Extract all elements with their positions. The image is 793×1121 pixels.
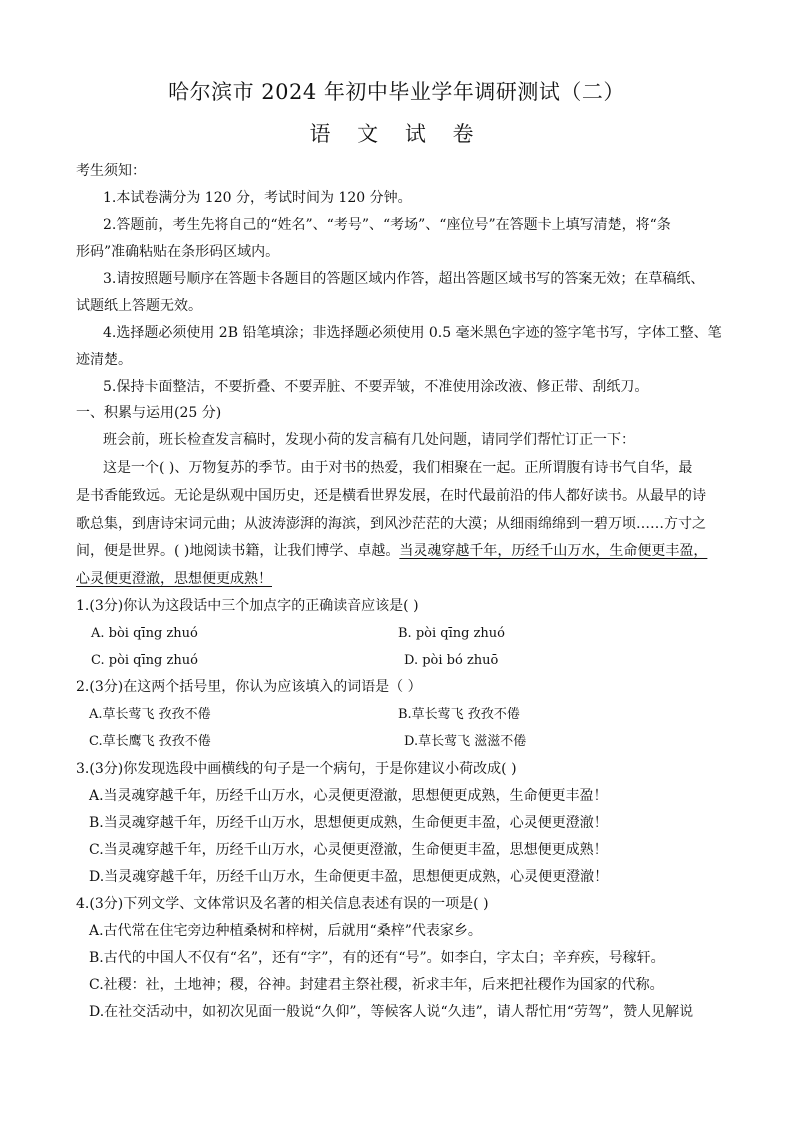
option: D.草长莺飞 滋滋不倦 bbox=[404, 734, 527, 749]
exam-subtitle: 语 文 试 卷 bbox=[309, 122, 484, 146]
notice-item: 3.请按照题号顺序在答题卡各题目的答题区域内作答，超出答题区域书写的答案无效；在草稿纸、 bbox=[103, 271, 705, 287]
option: B.当灵魂穿越千年，历经千山万水，思想便更成熟，生命便更丰盈，心灵便更澄澈！ bbox=[89, 815, 608, 831]
option: A.古代常在住宅旁边种植桑树和梓树，后就用“桑梓”代表家乡。 bbox=[89, 923, 482, 939]
option: B. pòi qīng zhuó bbox=[398, 626, 505, 641]
section-heading: 一、积累与运用(25 分) bbox=[76, 405, 222, 421]
question-stem: 2.(3分)在这两个括号里，你认为应该填入的词语是（ ） bbox=[76, 679, 422, 695]
exam-title: 哈尔滨市 2024 年初中毕业学年调研测试（二） bbox=[168, 80, 625, 104]
question-stem: 4.(3分)下列文学、文体常识及名著的相关信息表述有误的一项是( ) bbox=[76, 896, 489, 912]
passage-line-with-underline bbox=[76, 542, 707, 560]
notice-item: 1.本试卷满分为 120 分，考试时间为 120 分钟。 bbox=[103, 190, 412, 206]
option: B.草长莺飞 孜孜不倦 bbox=[398, 707, 520, 722]
option: B.古代的中国人不仅有“名”，还有“字”，有的还有“号”。如李白，字太白；辛弃疾，号稼轩。 bbox=[89, 950, 665, 966]
option: D.当灵魂穿越千年，历经千山万水，生命便更丰盈，思想便更成熟，心灵便更澄澈！ bbox=[89, 869, 609, 885]
section-intro: 班会前，班长检查发言稿时，发现小荷的发言稿有几处问题，请同学们帮忙订正一下： bbox=[103, 432, 635, 448]
passage-line: 这是一个( )、万物复苏的季节。由于对书的热爱，我们相聚在一起。正所谓腹有诗书气自华，最 bbox=[103, 460, 693, 476]
option: C.当灵魂穿越千年，历经千山万水，心灵便更澄澈，生命便更丰盈，思想便更成熟！ bbox=[89, 842, 608, 858]
option: C.草长鹰飞 孜孜不倦 bbox=[89, 734, 211, 749]
passage-line: 是书香能致远。无论是纵观中国历史，还是横看世界发展，在时代最前沿的伟人都好读书。从最早的诗 bbox=[76, 488, 706, 504]
option: A.当灵魂穿越千年，历经千山万水，心灵便更澄澈，思想便更成熟，生命便更丰盈！ bbox=[89, 788, 608, 804]
option: A.草长莺飞 孜孜不倦 bbox=[89, 707, 211, 722]
option: D. pòi bó zhuō bbox=[404, 653, 499, 668]
underlined-sentence: 当灵魂穿越千年，历经千山万水，生命便更丰盈， bbox=[399, 543, 708, 559]
option: A. bòi qīng zhuó bbox=[91, 626, 198, 641]
question-stem: 1.(3分)你认为这段话中三个加点字的正确读音应该是( ) bbox=[76, 598, 419, 614]
passage-line: 间，便是世界。( )地阅读书籍，让我们博学、卓越。 bbox=[76, 543, 400, 559]
question-stem: 3.(3分)你发现选段中画横线的句子是一个病句，于是你建议小荷改成( ) bbox=[76, 761, 517, 777]
notice-item: 迹清楚。 bbox=[76, 352, 132, 368]
option: C.社稷：社，土地神；稷，谷神。封建君主祭社稷，祈求丰年，后来把社稷作为国家的代称。 bbox=[89, 977, 664, 993]
option: D.在社交活动中，如初次见面一般说“久仰”，等候客人说“久违”，请人帮忙用“劳驾”，赞人见解说 bbox=[89, 1004, 694, 1020]
underlined-sentence: 心灵便更澄澈，思想便更成熟！ bbox=[76, 571, 272, 587]
notice-item: 试题纸上答题无效。 bbox=[76, 298, 202, 314]
passage-line: 歌总集，到唐诗宋词元曲；从波涛澎湃的海滨，到风沙茫茫的大漠；从细雨绵绵到一碧万顷……方寸之 bbox=[76, 516, 706, 532]
notice-item: 4.选择题必须使用 2B 铅笔填涂；非选择题必须使用 0.5 毫米黑色字迹的签字笔书写，字体工整、笔 bbox=[103, 325, 722, 341]
notice-item: 形码”准确粘贴在条形码区域内。 bbox=[76, 244, 280, 260]
option: C. pòi qīng zhuó bbox=[91, 653, 198, 668]
notice-item: 2.答题前，考生先将自己的“姓名”、“考号”、“考场”、“座位号”在答题卡上填写清楚，将“条 bbox=[103, 217, 671, 233]
notice-item: 5.保持卡面整洁，不要折叠、不要弄脏、不要弄皱，不准使用涂改液、修正带、刮纸刀。 bbox=[103, 379, 649, 395]
notice-heading: 考生须知： bbox=[76, 163, 146, 179]
